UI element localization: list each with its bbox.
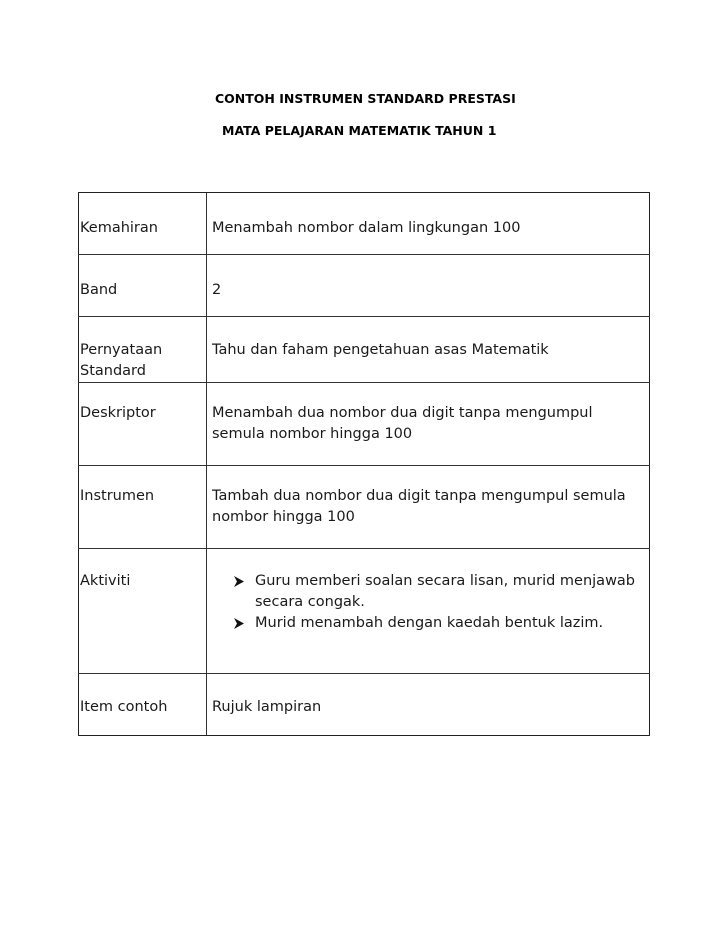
row-label-cell	[79, 466, 207, 549]
activity-list	[212, 571, 645, 634]
row-label-cell	[79, 549, 207, 674]
list-item	[234, 613, 645, 634]
row-label-cell	[79, 255, 207, 317]
row-value: Menambah nombor dalam lingkungan 100	[212, 220, 521, 236]
row-value-cell	[207, 193, 650, 255]
table-row	[79, 317, 650, 383]
table-row	[79, 674, 650, 736]
document-subtitle: MATA PELAJARAN MATEMATIK TAHUN 1	[222, 123, 497, 138]
activity-text: Murid menambah dengan kaedah bentuk lazim.	[255, 615, 604, 631]
row-label-cell	[79, 674, 207, 736]
activity-list-wrapper	[212, 549, 645, 634]
row-value-cell	[207, 674, 650, 736]
row-label: Instrumen	[80, 488, 155, 504]
row-label: Pernyataan Standard	[80, 342, 163, 379]
row-label: Band	[80, 282, 118, 298]
document-title: CONTOH INSTRUMEN STANDARD PRESTASI	[215, 91, 516, 106]
activity-text: Guru memberi soalan secara lisan, murid menjawab secara congak.	[255, 573, 636, 610]
standard-instrument-table	[78, 192, 650, 736]
list-item	[234, 571, 645, 613]
row-value-cell	[207, 549, 650, 674]
arrow-bullet-icon	[234, 576, 244, 587]
row-value-cell	[207, 383, 650, 466]
row-label: Aktiviti	[80, 573, 131, 589]
row-value: Rujuk lampiran	[212, 699, 322, 715]
row-label-cell	[79, 317, 207, 383]
row-label-cell	[79, 383, 207, 466]
table-row	[79, 255, 650, 317]
table-row	[79, 383, 650, 466]
row-value-cell	[207, 317, 650, 383]
arrow-bullet-icon	[234, 618, 244, 629]
row-label-cell	[79, 193, 207, 255]
row-value: Tahu dan faham pengetahuan asas Matematik	[212, 342, 549, 358]
table-row	[79, 193, 650, 255]
row-label: Kemahiran	[80, 220, 158, 236]
table-row	[79, 549, 650, 674]
row-value-cell	[207, 466, 650, 549]
row-value: 2	[212, 282, 222, 298]
row-value: Tambah dua nombor dua digit tanpa mengumpul semula nombor hingga 100	[212, 488, 626, 525]
row-label: Deskriptor	[80, 405, 156, 421]
row-value: Menambah dua nombor dua digit tanpa mengumpul semula nombor hingga 100	[212, 405, 593, 442]
row-value-cell	[207, 255, 650, 317]
table-row	[79, 466, 650, 549]
row-label: Item contoh	[80, 699, 168, 715]
